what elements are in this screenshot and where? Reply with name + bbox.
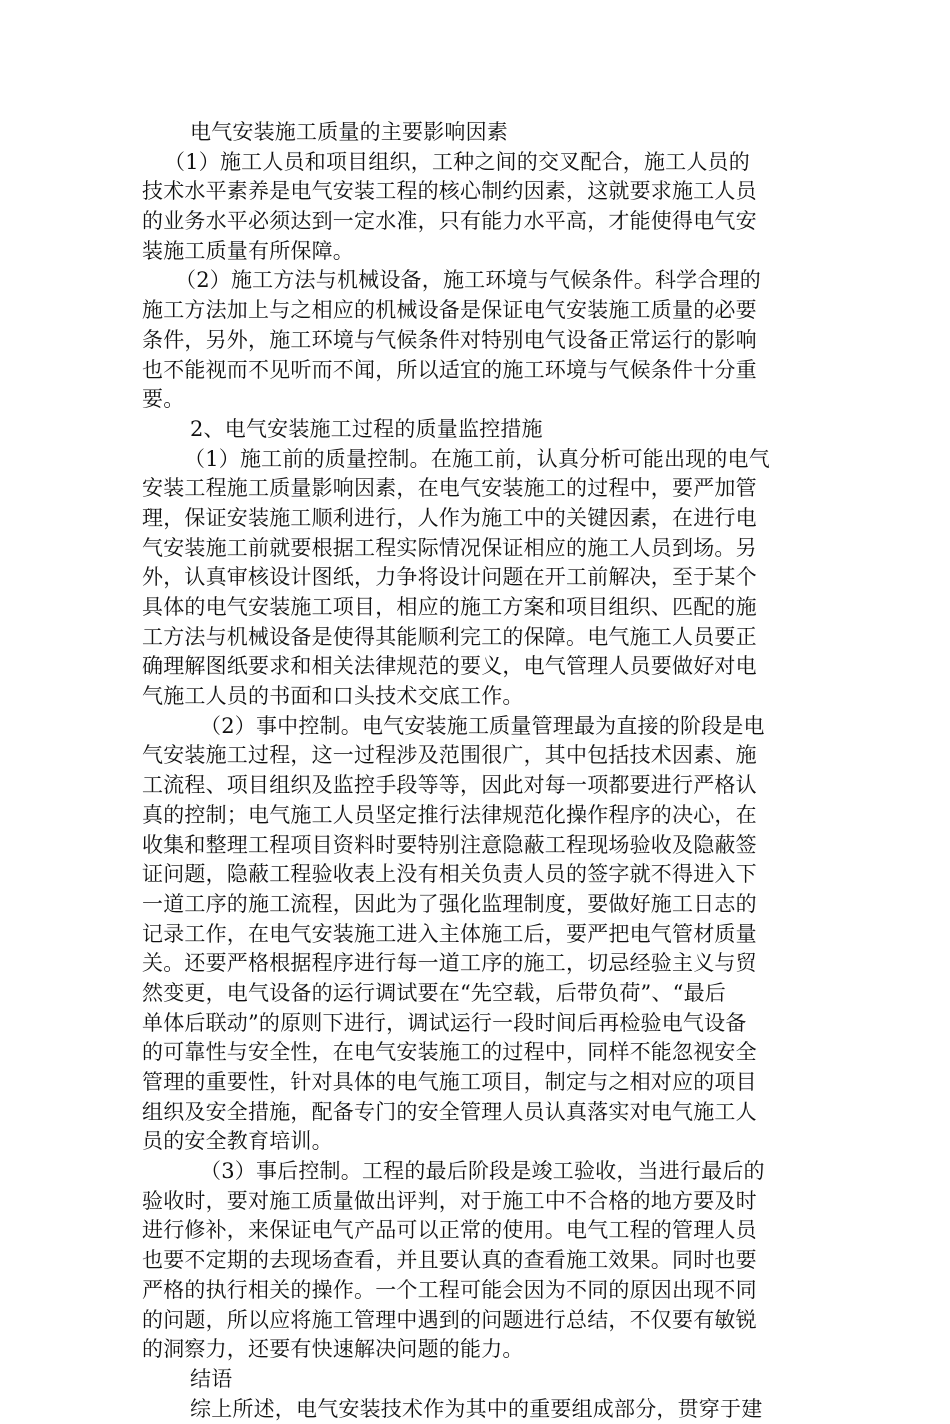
paragraph-line: 施工方法加上与之相应的机械设备是保证电气安装施工质量的必要 [142, 298, 757, 323]
paragraph-line: 的问题，所以应将施工管理中遇到的问题进行总结，不仅要有敏锐 [142, 1307, 757, 1332]
paragraph-line: 的洞察力，还要有快速解决问题的能力。 [142, 1337, 524, 1362]
paragraph-line: （1）施工前的质量控制。在施工前，认真分析可能出现的电气 [184, 446, 770, 471]
paragraph-line: 组织及安全措施，配备专门的安全管理人员认真落实对电气施工人 [142, 1099, 757, 1124]
section-heading-factors: 电气安装施工质量的主要影响因素 [190, 120, 508, 144]
paragraph-line: 的可靠性与安全性，在电气安装施工的过程中，同样不能忽视安全 [142, 1040, 757, 1065]
paragraph-line: 要。 [142, 387, 185, 412]
paragraph-line: 也要不定期的去现场查看，并且要认真的查看施工效果。同时也要 [142, 1248, 757, 1273]
paragraph-line: 气安装施工前就要根据工程实际情况保证相应的施工人员到场。另 [142, 535, 757, 560]
paragraph-pre-control [142, 445, 804, 712]
paragraph-line: 证问题，隐蔽工程验收表上没有相关负责人员的签字就不得进入下 [142, 862, 757, 887]
section-heading-conclusion: 结语 [190, 1366, 233, 1391]
paragraph-line: 收集和整理工程项目资料时要特别注意隐蔽工程现场验收及隐蔽签 [142, 832, 757, 857]
paragraph-line: 验收时，要对施工质量做出评判，对于施工中不合格的地方要及时 [142, 1188, 757, 1213]
paragraph-line: 的业务水平必须达到一定水准，只有能力水平高，才能使得电气安 [142, 209, 757, 234]
section-heading-monitoring: 2、电气安装施工过程的质量监控措施 [190, 416, 543, 441]
paragraph-line: 气施工人员的书面和口头技术交底工作。 [142, 684, 524, 709]
paragraph-in-process-control [142, 712, 804, 1157]
paragraph-line: 工方法与机械设备是使得其能顺利完工的保障。电气施工人员要正 [142, 624, 757, 649]
paragraph-line: 一道工序的施工流程，因此为了强化监理制度，要做好施工日志的 [142, 891, 757, 916]
paragraph-factor-1 [142, 148, 804, 267]
document-body [142, 118, 804, 1424]
paragraph-line: 记录工作，在电气安装施工进入主体施工后，要严把电气管材质量 [142, 921, 757, 946]
paragraph-line: 工流程、项目组织及监控手段等等，因此对每一项都要进行严格认 [142, 773, 757, 798]
paragraph-line: 条件，另外，施工环境与气候条件对特别电气设备正常运行的影响 [142, 327, 757, 352]
paragraph-line: 气安装施工过程，这一过程涉及范围很广，其中包括技术因素、施 [142, 743, 757, 768]
paragraph-line: 综上所述，电气安装技术作为其中的重要组成部分，贯穿于建 [190, 1396, 763, 1421]
paragraph-line: （2）施工方法与机械设备，施工环境与气候条件。科学合理的 [175, 268, 761, 293]
paragraph-line: 确理解图纸要求和相关法律规范的要义，电气管理人员要做好对电 [142, 654, 757, 679]
paragraph-line: 理，保证安装施工顺利进行，人作为施工中的关键因素，在进行电 [142, 505, 757, 530]
paragraph-conclusion [142, 1395, 804, 1424]
paragraph-line: 技术水平素养是电气安装工程的核心制约因素，这就要求施工人员 [142, 179, 757, 204]
paragraph-line: （2）事中控制。电气安装施工质量管理最为直接的阶段是电 [200, 713, 765, 738]
paragraph-line: 严格的执行相关的操作。一个工程可能会因为不同的原因出现不同 [142, 1277, 757, 1302]
paragraph-line: 也不能视而不见听而不闻，所以适宜的施工环境与气候条件十分重 [142, 357, 757, 382]
paragraph-line: 外，认真审核设计图纸，力争将设计问题在开工前解决，至于某个 [142, 565, 757, 590]
paragraph-factor-2 [142, 266, 804, 414]
paragraph-line: 装施工质量有所保障。 [142, 238, 354, 263]
paragraph-line: 管理的重要性，针对具体的电气施工项目，制定与之相对应的项目 [142, 1070, 757, 1094]
paragraph-line: 员的安全教育培训。 [142, 1129, 333, 1154]
paragraph-line: 进行修补，来保证电气产品可以正常的使用。电气工程的管理人员 [142, 1218, 757, 1243]
paragraph-line: （1）施工人员和项目组织，工种之间的交叉配合，施工人员的 [164, 149, 750, 174]
paragraph-line: 安装工程施工质量影响因素，在电气安装施工的过程中，要严加管 [142, 476, 757, 501]
paragraph-post-control [142, 1157, 804, 1365]
paragraph-line: 真的控制；电气施工人员坚定推行法律规范化操作程序的决心，在 [142, 802, 757, 827]
paragraph-line: 关。还要严格根据程序进行每一道工序的施工，切忌经验主义与贸 [142, 951, 757, 976]
paragraph-line: 单体后联动”的原则下进行，调试运行一段时间后再检验电气设备 [142, 1010, 747, 1035]
paragraph-line: （3）事后控制。工程的最后阶段是竣工验收，当进行最后的 [200, 1159, 765, 1184]
paragraph-line: 然变更，电气设备的运行调试要在“先空载，后带负荷”、“最后 [142, 980, 727, 1005]
paragraph-line: 具体的电气安装施工项目，相应的施工方案和项目组织、匹配的施 [142, 595, 757, 619]
